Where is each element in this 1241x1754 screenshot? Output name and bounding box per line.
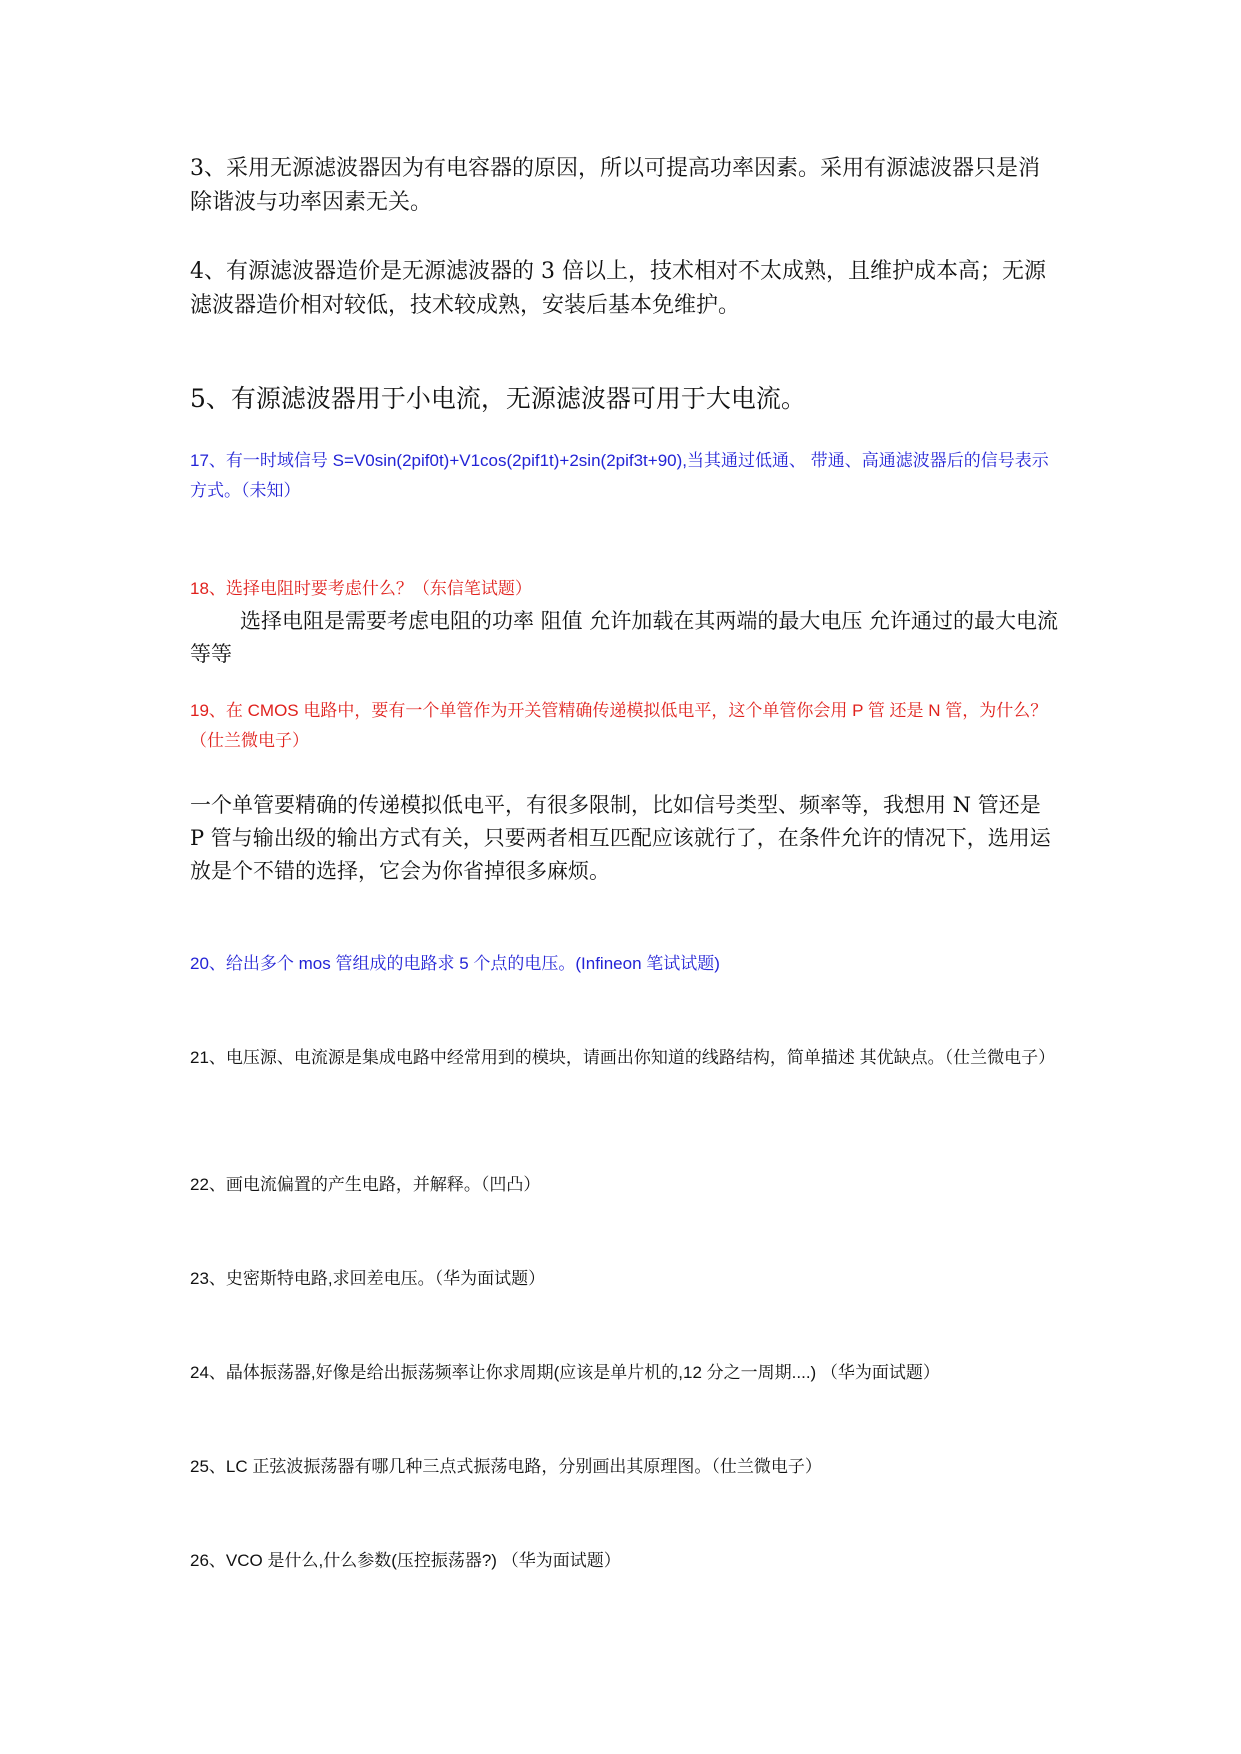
question-19: 19、在 CMOS 电路中，要有一个单管作为开关管精确传递模拟低电平，这个单管你会用 P 管 还是 N 管，为什么？（仕兰微电子） bbox=[190, 701, 1048, 750]
question-21: 21、电压源、电流源是集成电路中经常用到的模块，请画出你知道的线路结构，简单描述 其优缺点。（仕兰微电子） bbox=[190, 1048, 1056, 1067]
paragraph-4: 4、有源滤波器造价是无源滤波器的 3 倍以上，技术相对不太成熟，且维护成本高；无源滤波器造价相对较低，技术较成熟，安装后基本免维护。 bbox=[190, 259, 1046, 318]
question-23: 23、史密斯特电路,求回差电压。（华为面试题） bbox=[190, 1269, 546, 1288]
paragraph-5: 5、有源滤波器用于小电流，无源滤波器可用于大电流。 bbox=[190, 384, 806, 413]
answer-18: 选择电阻是需要考虑电阻的功率 阻值 允许加载在其两端的最大电压 允许通过的最大电流 等等 bbox=[190, 609, 1059, 666]
answer-19: 一个单管要精确的传递模拟低电平，有很多限制，比如信号类型、频率等，我想用 N 管还是 P 管与输出级的输出方式有关，只要两者相互匹配应该就行了，在条件允许的情况下，选用运放是个不错的选择，它会为你省掉很多麻烦。 bbox=[190, 793, 1051, 883]
question-22: 22、画电流偏置的产生电路，并解释。（凹凸） bbox=[190, 1175, 541, 1194]
question-20: 20、给出多个 mos 管组成的电路求 5 个点的电压。(Infineon 笔试试题) bbox=[190, 954, 720, 973]
question-25: 25、LC 正弦波振荡器有哪几种三点式振荡电路，分别画出其原理图。（仕兰微电子） bbox=[190, 1457, 822, 1476]
question-24: 24、晶体振荡器,好像是给出振荡频率让你求周期(应该是单片机的,12 分之一周期....) （华为面试题） bbox=[190, 1363, 940, 1382]
paragraph-3: 3、采用无源滤波器因为有电容器的原因，所以可提高功率因素。采用有源滤波器只是消除谐波与功率因素无关。 bbox=[190, 156, 1040, 215]
question-17: 17、有一时域信号 S=V0sin(2pif0t)+V1cos(2pif1t)+2sin(2pif3t+90),当其通过低通、 带通、高通滤波器后的信号表示方式。（未知） bbox=[190, 451, 1049, 500]
question-18: 18、选择电阻时要考虑什么？（东信笔试题） bbox=[190, 579, 532, 598]
question-26: 26、VCO 是什么,什么参数(压控振荡器?) （华为面试题） bbox=[190, 1551, 621, 1570]
